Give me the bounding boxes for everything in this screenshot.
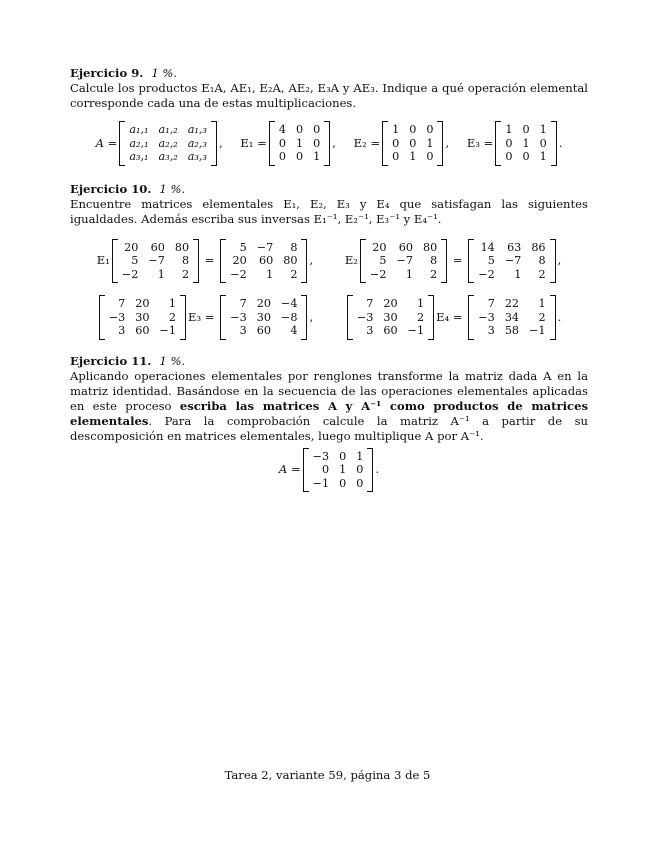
matrix-cell: −3 [230, 310, 247, 324]
matrix-cell: 0 [313, 136, 321, 150]
matrix-cell: 5 [239, 240, 247, 254]
ej9-matrix-E2 [382, 121, 443, 166]
matrix-cell: −2 [369, 267, 387, 281]
matrix-cell: 0 [392, 150, 400, 163]
ej10-row2: 7 20 1 −3 30 2 3 60 −1 E₃ = 7 20 −4 −3 30 −8 3 60 4 , 7 20 1 −3 30 2 3 60 −1 E₄ = 7 22 1 −3 34 2 3 58 −1 . [70, 295, 588, 340]
matrix-cell: 1 [266, 267, 274, 281]
matrix-cell: −8 [280, 310, 298, 324]
ej11-text1: Aplicando operaciones elementales por renglones transforme la matriz dada A en la matriz identidad. Basándose en la secuencia de las operaciones elementales aplicadas en este proceso [70, 368, 588, 413]
matrix-cell: 8 [290, 240, 298, 254]
ej9-E3-label: E₃ = [466, 135, 494, 150]
matrix-cell: 80 [283, 254, 298, 267]
ej10-eq1-rhs [220, 239, 307, 284]
page-footer: Tarea 2, variante 59, página 3 de 5 [224, 768, 431, 782]
matrix-cell: 1 [157, 267, 165, 281]
ej11-text [70, 369, 588, 444]
matrix-cell: 1 [538, 297, 546, 310]
ej10-heading [70, 182, 588, 197]
matrix-cell: 2 [538, 310, 546, 324]
matrix-cell: 60 [256, 324, 271, 337]
matrix-cell: 60 [398, 240, 413, 254]
ej11-text2: . Para la comprobación calcule la matriz A⁻¹ a partir de su descomposición en matrices elementales, luego multiplique A por A⁻¹. [70, 413, 588, 443]
ej9-matrix-A [119, 121, 217, 166]
matrix-cell: 2 [182, 267, 190, 281]
matrix-cell: 0 [539, 136, 547, 150]
matrix-cell: 86 [531, 240, 546, 254]
ej11-bold: escriba las matrices A y A⁻¹ como productos de matrices elementales [70, 398, 588, 428]
matrix-cell: 3 [118, 324, 126, 337]
matrix-cell: 1 [339, 463, 347, 476]
ej9-E2-label: E₂ = [353, 135, 381, 150]
matrix-cell: −4 [280, 297, 298, 310]
matrix-cell: 2 [416, 310, 425, 324]
matrix-cell: −3 [478, 310, 495, 324]
ej10-text: Encuentre matrices elementales E₁, E₂, E₃ y E₄ que satisfagan las siguientes igualdades. Además escriba sus inversas E₁⁻¹, E₂⁻¹, E₃⁻¹ y E₄⁻¹. [70, 196, 588, 226]
matrix-cell: 58 [504, 324, 520, 337]
matrix-cell: −1 [529, 324, 546, 337]
matrix-cell: 20 [256, 297, 271, 310]
ej9-title: Ejercicio 9. [70, 66, 144, 80]
matrix-cell: −3 [108, 310, 126, 324]
matrix-cell: 1 [416, 297, 425, 310]
ej9-matrix-E3 [495, 121, 556, 166]
matrix-cell: −7 [148, 254, 165, 267]
ej10-weight: 1 %. [159, 181, 186, 196]
ej10-eq2-rhs [468, 239, 555, 284]
matrix-cell: 80 [422, 240, 438, 254]
matrix-cell: 0 [278, 150, 286, 163]
matrix-cell: 7 [487, 297, 495, 310]
matrix-cell: −2 [230, 267, 247, 281]
matrix-cell: 14 [480, 240, 495, 254]
matrix-cell: 2 [168, 310, 176, 324]
matrix-cell: 0 [409, 136, 417, 150]
matrix-cell: 3 [239, 324, 247, 337]
matrix-cell: 2 [430, 267, 438, 281]
matrix-cell: 30 [383, 310, 398, 324]
matrix-cell: 3 [487, 324, 495, 337]
matrix-cell: 0 [313, 123, 321, 136]
ej10-E3: E₃ [188, 309, 202, 324]
ej11-A-label: A = [278, 462, 301, 477]
ej10-E4: E₄ [436, 309, 450, 324]
matrix-cell: 22 [504, 297, 520, 310]
matrix-cell: 34 [504, 310, 520, 324]
matrix-cell: 0 [278, 136, 286, 150]
ej9-E1-label: E₁ = [240, 135, 267, 150]
matrix-cell: 8 [430, 254, 438, 267]
page-body [70, 66, 588, 504]
matrix-cell: a₂,₁ [129, 136, 149, 150]
matrix-cell: 30 [256, 310, 271, 324]
matrix-cell: 1 [405, 267, 413, 281]
ej10-eq3-rhs [220, 295, 307, 340]
matrix-cell: 63 [507, 240, 522, 254]
matrix-cell: 5 [487, 254, 495, 267]
ej11-matrix-row: A = −3 0 1 0 1 0 −1 0 0 . [70, 448, 588, 493]
ej10-E1: E₁ [96, 253, 110, 268]
matrix-cell: 0 [322, 463, 330, 476]
matrix-cell: 60 [150, 240, 165, 254]
matrix-cell: 1 [409, 150, 417, 163]
matrix-cell: 5 [131, 254, 139, 267]
matrix-cell: 4 [278, 123, 286, 136]
matrix-cell: −7 [256, 240, 274, 254]
ej10-eq4-lhs [347, 295, 434, 340]
matrix-cell: 7 [366, 297, 374, 310]
matrix-cell: 80 [174, 240, 190, 254]
matrix-cell: a₁,₃ [187, 123, 207, 136]
matrix-cell: 0 [392, 136, 400, 150]
matrix-cell: −3 [312, 449, 330, 463]
matrix-cell: 2 [538, 267, 546, 281]
matrix-cell: 1 [392, 123, 400, 136]
matrix-cell: −1 [312, 476, 330, 490]
matrix-cell: 60 [258, 254, 274, 267]
matrix-cell: 1 [426, 136, 434, 150]
matrix-cell: −1 [407, 324, 425, 337]
matrix-cell: a₂,₂ [158, 136, 178, 150]
matrix-cell: −2 [121, 267, 139, 281]
ej10-eq2-lhs [360, 239, 447, 284]
matrix-cell: −7 [396, 254, 413, 267]
matrix-cell: 60 [135, 324, 150, 337]
ej10-eq4-rhs [468, 295, 555, 340]
matrix-cell: 2 [290, 267, 298, 281]
matrix-cell: 0 [522, 150, 530, 163]
matrix-cell: 1 [295, 136, 304, 150]
ej10-eq3-lhs [99, 295, 186, 340]
matrix-cell: 20 [124, 240, 139, 254]
matrix-cell: −2 [478, 267, 495, 281]
matrix-cell: 0 [339, 476, 347, 490]
matrix-cell: 0 [356, 476, 364, 490]
ej11-title: Ejercicio 11. [70, 353, 152, 368]
ej9-matrices: A = a₁,₁ a₁,₂ a₁,₃ a₂,₁ a₂,₂ a₂,₃ a₃,₁ a₃,₂ a₃,₃ , E₁ = 4 0 0 0 1 0 0 0 1 , E₂ = 1 0 0 0 0 1 0 1 0 , E₃ = 1 0 1 0 1 0 0 0 1 . [70, 121, 588, 166]
matrix-cell: 7 [118, 297, 126, 310]
matrix-cell: a₃,₁ [129, 150, 149, 163]
ej11-heading [70, 354, 588, 369]
matrix-cell: 5 [379, 254, 387, 267]
matrix-cell: 0 [295, 123, 304, 136]
matrix-cell: 1 [168, 297, 176, 310]
matrix-cell: 4 [290, 324, 298, 337]
ej9-A-label: A = [95, 135, 118, 150]
matrix-cell: 1 [505, 123, 513, 136]
matrix-cell: 0 [409, 123, 417, 136]
matrix-cell: 0 [295, 150, 304, 163]
matrix-cell: a₃,₃ [187, 150, 207, 163]
ej9-text: Calcule los productos E₁A, AE₁, E₂A, AE₂, E₃A y AE₃. Indique a qué operación elemental corresponde cada una de estas multiplicaciones. [70, 81, 588, 110]
ej9-heading [70, 66, 588, 81]
matrix-cell: 0 [356, 463, 364, 476]
matrix-cell: 0 [505, 136, 513, 150]
matrix-cell: 7 [239, 297, 247, 310]
matrix-cell: −1 [159, 324, 176, 337]
matrix-cell: 60 [383, 324, 398, 337]
matrix-cell: 0 [426, 150, 434, 163]
matrix-cell: a₁,₁ [129, 123, 149, 136]
matrix-cell: a₃,₂ [158, 150, 178, 163]
matrix-cell: 1 [539, 123, 547, 136]
ej9-weight: 1 %. [151, 66, 178, 80]
matrix-cell: 20 [383, 297, 398, 310]
matrix-cell: 0 [505, 150, 513, 163]
matrix-cell: a₁,₂ [158, 123, 178, 136]
matrix-cell: 1 [522, 136, 530, 150]
matrix-cell: 1 [313, 150, 321, 163]
matrix-cell: −3 [356, 310, 374, 324]
ej10-E2: E₂ [344, 253, 358, 268]
matrix-cell: 1 [539, 150, 547, 163]
matrix-cell: 8 [182, 254, 190, 267]
ej11-matrix-A [303, 448, 374, 493]
ej10-row1: E₁ 20 60 80 5 −7 8 −2 1 2 = 5 −7 8 20 60 80 −2 1 2 , E₂ 20 60 80 5 −7 8 −2 1 2 = 14 63 86 5 −7 8 −2 1 2 , [70, 239, 588, 284]
ej10-eq1-lhs [112, 239, 199, 284]
matrix-cell: 20 [135, 297, 150, 310]
ej10-title: Ejercicio 10. [70, 181, 152, 196]
matrix-cell: −7 [504, 254, 522, 267]
matrix-cell: 3 [366, 324, 374, 337]
matrix-cell: 30 [135, 310, 150, 324]
matrix-cell: 1 [514, 267, 522, 281]
matrix-cell: 0 [339, 449, 347, 463]
matrix-cell: 0 [426, 123, 434, 136]
matrix-cell: 8 [538, 254, 546, 267]
matrix-cell: 20 [232, 254, 247, 267]
matrix-cell: 0 [522, 123, 530, 136]
ej11-weight: 1 %. [159, 353, 186, 368]
matrix-cell: 1 [356, 449, 364, 463]
matrix-cell: a₂,₃ [187, 136, 207, 150]
matrix-cell: 20 [372, 240, 387, 254]
ej9-matrix-E1 [269, 121, 330, 166]
